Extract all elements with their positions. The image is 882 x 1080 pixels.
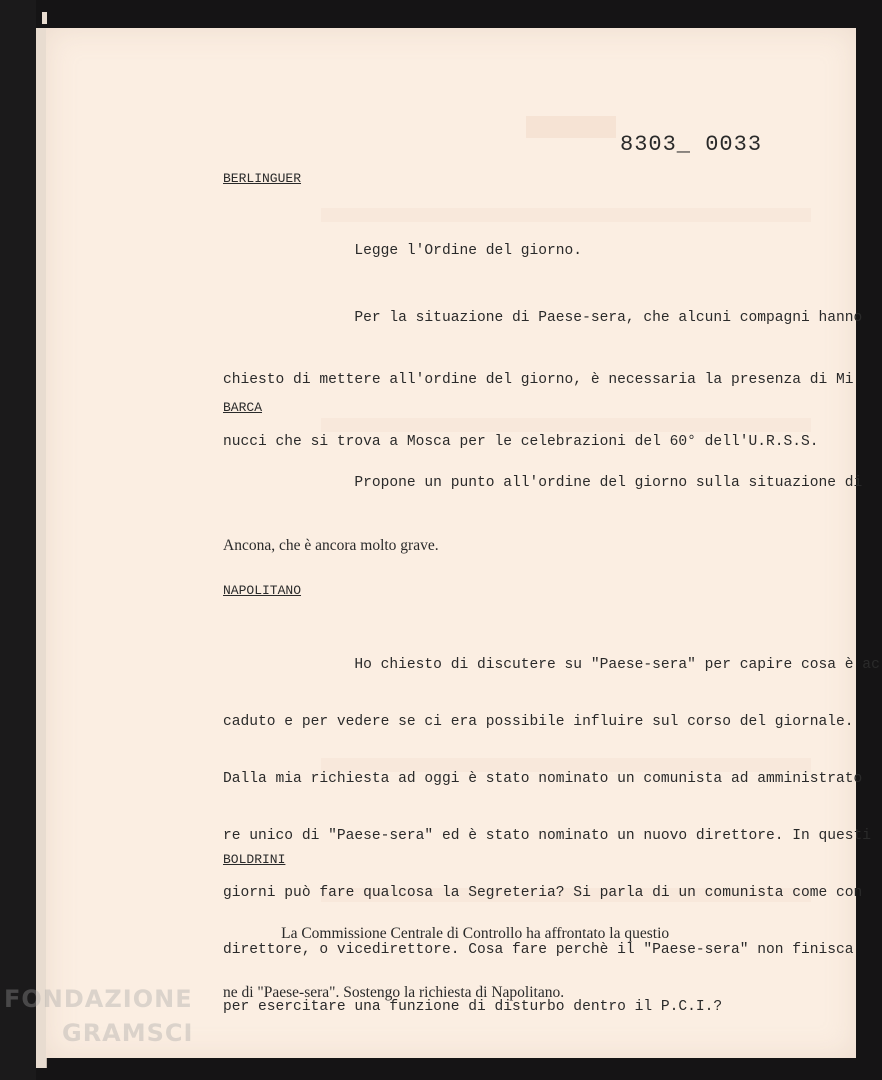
text-line: per esercitare una funzione di disturbo dentro il P.C.I.? — [223, 999, 723, 1015]
text-line: nucci che si trova a Mosca per le celebrazioni del 60° dell'U.R.S.S. — [223, 434, 819, 450]
text-line: La Commissione Centrale di Controllo ha affrontato la questio — [223, 925, 670, 942]
show-through-mark — [526, 116, 616, 138]
paragraph-boldrini — [223, 885, 863, 1040]
text-line: Dalla mia richiesta ad oggi è stato nominato un comunista ad amministrato — [223, 771, 863, 787]
speaker-barca: BARCA — [223, 400, 263, 415]
text-line: Per la situazione di Paese-sera, che alcuni compagni hanno — [223, 310, 863, 326]
text-line: giorni può fare qualcosa la Segreteria? Si parla di un comunista come con — [223, 885, 863, 901]
paragraph-barca — [223, 436, 863, 593]
text-line: Ho chiesto di discutere su "Paese-sera" per capire cosa è ac — [223, 657, 880, 673]
text-line: ne di "Paese-sera". Sostengo la richiesta di Napolitano. — [223, 984, 565, 1001]
watermark-line: FONDAZIONE — [4, 985, 193, 1013]
text-line: caduto e per vedere se ci era possibile influire sul corso del giornale. — [223, 714, 854, 730]
text-line: Ancona, che è ancora molto grave. — [223, 537, 439, 554]
text-line: chiesto di mettere all'ordine del giorno, è necessaria la presenza di Mi — [223, 372, 854, 388]
speaker-berlinguer: BERLINGUER — [223, 171, 302, 186]
watermark-line: GRAMSCI — [62, 1019, 194, 1047]
speaker-napolitano: NAPOLITANO — [223, 583, 302, 598]
text-line: re unico di "Paese-sera" ed è stato nominato un nuovo direttore. In questi — [223, 828, 872, 844]
page-number: 8303_ 0033 — [620, 132, 763, 157]
text-line: Propone un punto all'ordine del giorno sulla situazione di — [223, 475, 863, 491]
speaker-boldrini: BOLDRINI — [223, 852, 286, 867]
binding-mark — [42, 12, 47, 24]
text-line: Legge l'Ordine del giorno. — [223, 243, 583, 259]
fondazione-gramsci-watermark — [4, 982, 193, 1050]
binding-shadow — [0, 0, 36, 1080]
text-line: direttore, o vicedirettore. Cosa fare perchè il "Paese-sera" non finisca — [223, 942, 854, 958]
document-page — [46, 28, 880, 1058]
